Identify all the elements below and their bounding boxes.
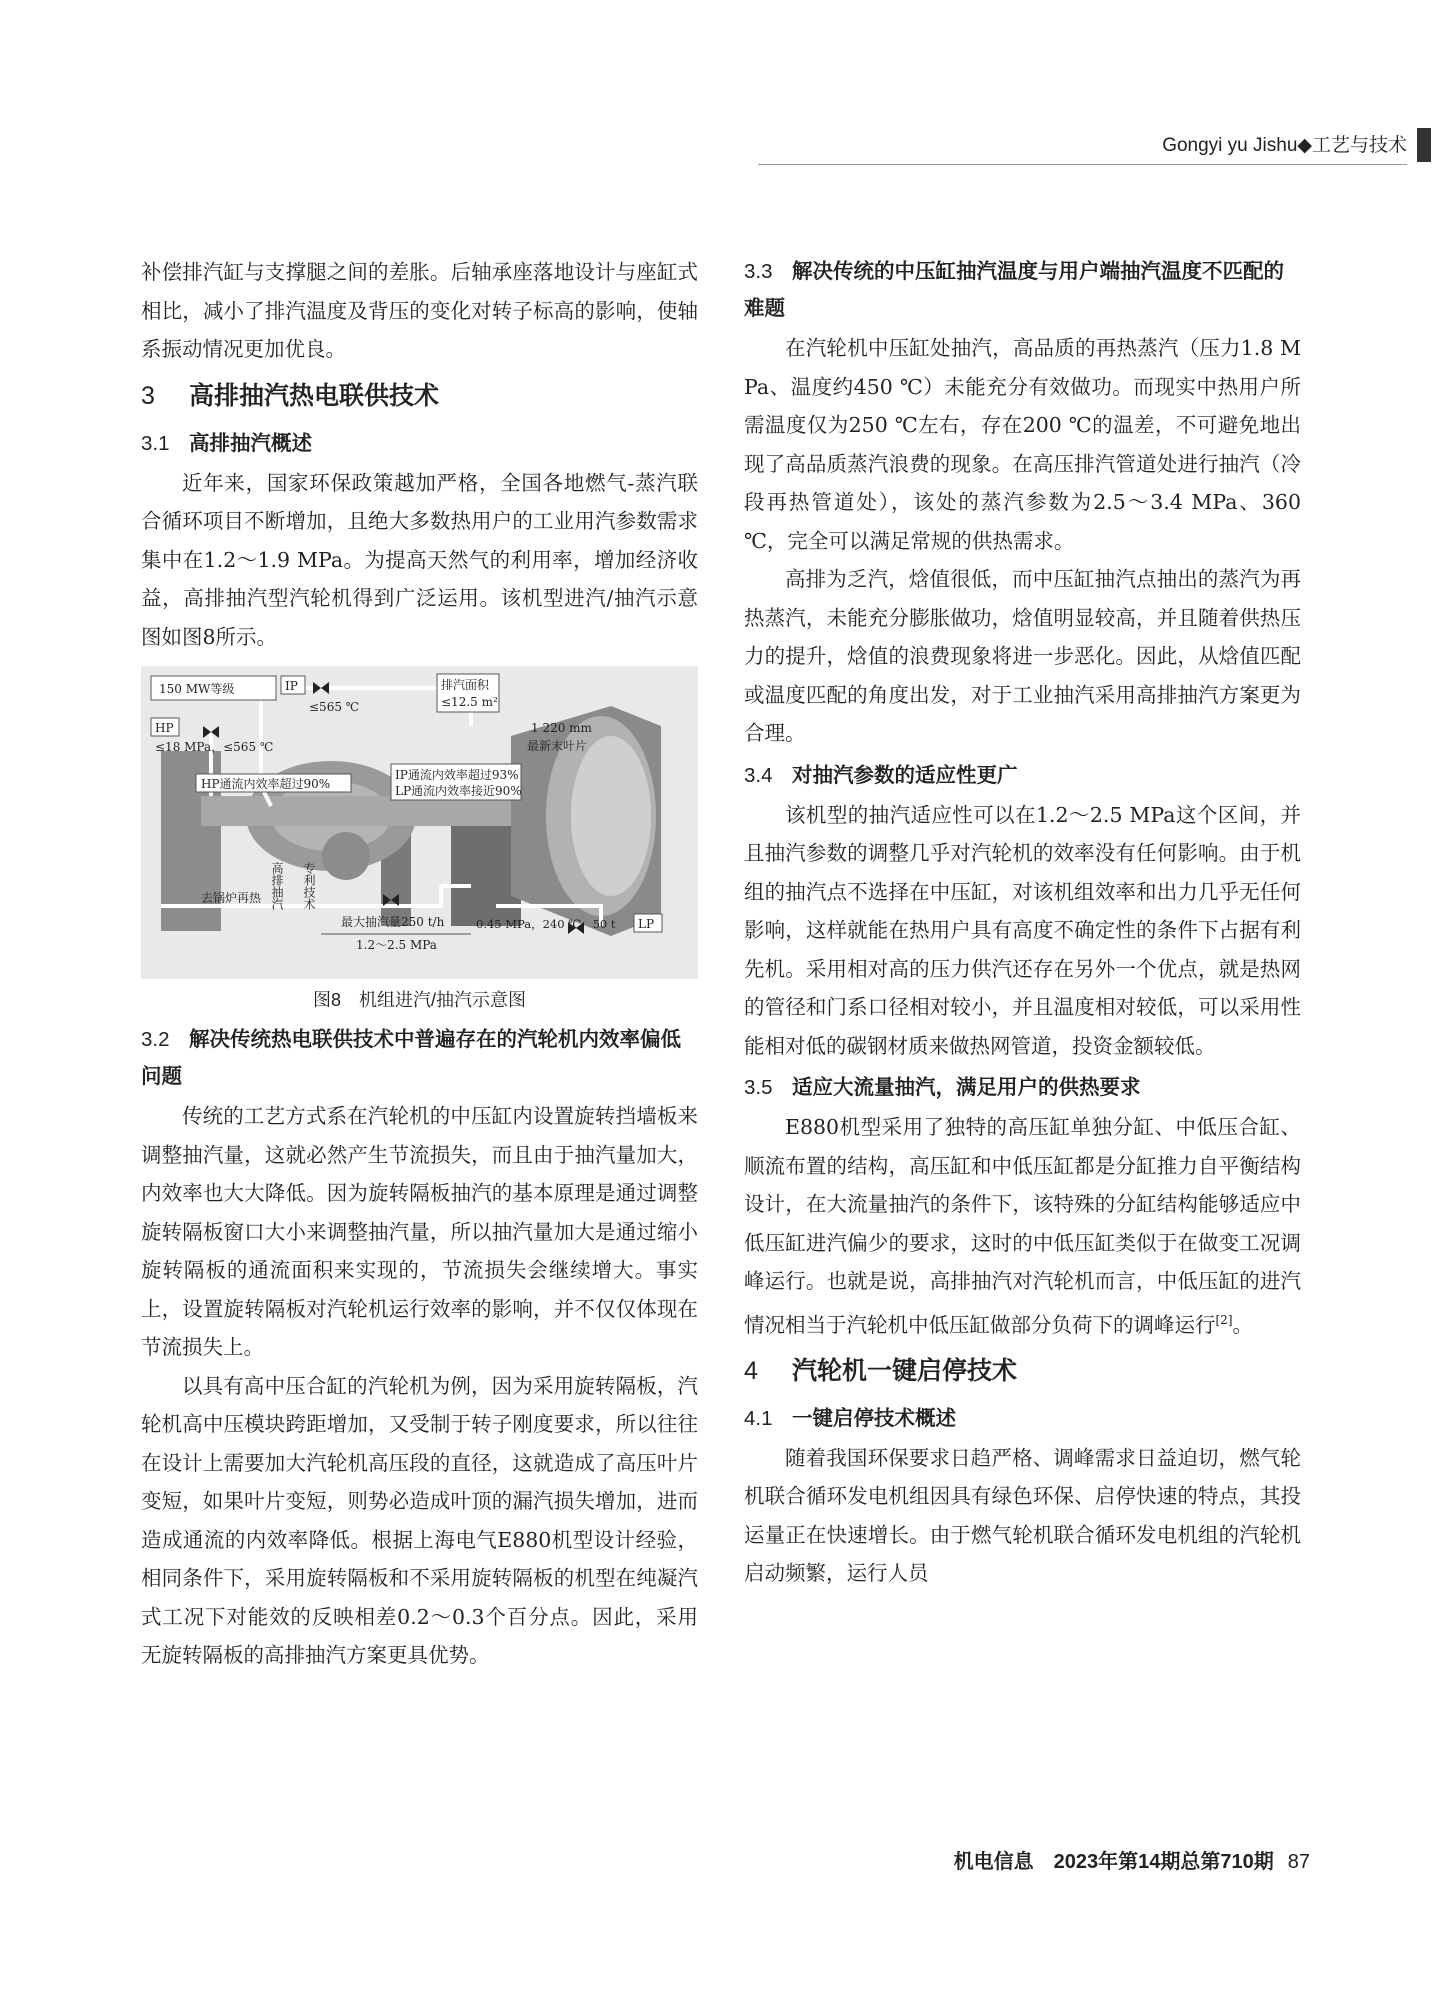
paragraph: 该机型的抽汽适应性可以在1.2～2.5 MPa这个区间，并且抽汽参数的调整几乎对汽轮机的效率没有任何影响。由于机组的抽汽点不选择在中压缸，对该机组效率和出力几乎无任何影响，这样就能在热用户具有高度不确定性的条件下占据有利先机。采用相对高的压力供汽还存在另外一个优点，就是热网的管径和门系口径相对较小，并且温度相对较低，可以采用性能相对低的碳钢材质来做热网管道，投资金额较低。 [744, 802, 1301, 1058]
subsection-heading-3-2 [141, 1021, 698, 1095]
diagram-label: 150 MW等级 [159, 682, 235, 696]
paragraph: 传统的工艺方式系在汽轮机的中压缸内设置旋转挡墙板来调整抽汽量，这就必然产生节流损失，而且由于抽汽量加大，内效率也大大降低。因为旋转隔板抽汽的基本原理是通过调整旋转隔板窗口大小来调整抽汽量，所以抽汽量加大是通过缩小旋转隔板的通流面积来实现的，节流损失会继续增大。事实上，设置旋转隔板对汽轮机运行效率的影响，并不仅仅体现在节流损失上。 [141, 1104, 698, 1359]
running-header [0, 128, 1451, 168]
diagram-label: HP通流内效率超过90% [201, 777, 331, 791]
footer-text [954, 1845, 1310, 1874]
section-number: 3 [141, 381, 155, 410]
diagram-label: IP [285, 679, 298, 693]
section-title: 高排抽汽热电联供技术 [189, 381, 440, 410]
subsection-heading-3-3 [744, 253, 1301, 327]
section-heading-4 [744, 1353, 1301, 1389]
diagram-label: 1 220 mm [531, 721, 592, 735]
figure-caption: 图8 机组进汽/抽汽示意图 [312, 990, 526, 1010]
diagram-label: LP通流内效率接近90% [395, 784, 522, 798]
paragraph: 补偿排汽缸与支撑腿之间的差胀。后轴承座落地设计与座缸式相比，减小了排汽温度及背压的变化对转子标高的影响，使轴系振动情况更加优良。 [141, 260, 698, 361]
diagram-label: ≤565 ℃ [309, 700, 360, 714]
subsection-title: 适应大流量抽汽，满足用户的供热要求 [792, 1076, 1141, 1099]
subsection-heading-3-1 [141, 425, 698, 462]
diagram-label: LP [638, 917, 655, 931]
paragraph-end: 。 [1232, 1312, 1253, 1337]
subsection-number: 3.5 [744, 1076, 773, 1099]
subsection-number: 3.2 [141, 1028, 170, 1051]
header-rule [758, 164, 1407, 165]
section-number: 4 [744, 1356, 758, 1385]
diagram-label: ≤12.5 m² [441, 695, 498, 709]
turbine-diagram [141, 666, 698, 979]
section-title: 汽轮机一键启停技术 [792, 1356, 1018, 1385]
diagram-label: HP [155, 721, 174, 735]
diagram-label: 高排抽汽 [270, 862, 284, 910]
diagram-label: 0.45 MPa，240 ℃，50 t [476, 917, 616, 931]
section-heading-3 [141, 378, 698, 414]
subsection-title: 高排抽汽概述 [189, 431, 312, 455]
subsection-title: 对抽汽参数的适应性更广 [792, 763, 1018, 787]
subsection-title: 一键启停技术概述 [792, 1406, 956, 1430]
journal-issue: 机电信息 2023年第14期总第710期 [953, 1851, 1274, 1873]
subsection-number: 3.3 [744, 260, 773, 283]
paragraph: 随着我国环保要求日趋严格、调峰需求日益迫切，燃气轮机联合循环发电机组因具有绿色环保、启停快速的特点，其投运量正在快速增长。由于燃气轮机联合循环发电机组的汽轮机启动频繁，运行人员 [744, 1445, 1301, 1586]
right-column [744, 253, 1301, 1593]
paragraph [744, 1108, 1301, 1344]
diagram-label: 最大抽汽量250 t/h [341, 915, 445, 929]
subsection-heading-3-5 [744, 1069, 1301, 1106]
header-bar [1417, 128, 1431, 162]
citation[interactable]: [2] [1215, 1312, 1233, 1327]
paragraph: 以具有高中压合缸的汽轮机为例，因为采用旋转隔板，汽轮机高中压模块跨距增加，又受制于转子刚度要求，所以往往在设计上需要加大汽轮机高压段的直径，这就造成了高压叶片变短，如果叶片变短，则势必造成叶顶的漏汽损失增加，进而造成通流的内效率降低。根据上海电气E880机型设计经验，相同条件下，采用旋转隔板和不采用旋转隔板的机型在纯凝汽式工况下对能效的反映相差0.2～0.3个百分点。因此，采用无旋转隔板的高排抽汽方案更具优势。 [141, 1373, 698, 1667]
subsection-title: 解决传统热电联供技术中普遍存在的汽轮机内效率偏低问题 [141, 1028, 681, 1088]
diagram-label: 专利技术 [302, 862, 316, 910]
subsection-number: 4.1 [744, 1406, 773, 1430]
subsection-number: 3.4 [744, 763, 773, 787]
paragraph-text: E880机型采用了独特的高压缸单独分缸、中低压合缸、顺流布置的结构，高压缸和中低压缸都是分缸推力自平衡结构设计，在大流量抽汽的条件下，该特殊的分缸结构能够适应中低压缸进汽偏少的要求，这时的中低压缸类似于在做变工况调峰运行。也就是说，高排抽汽对汽轮机而言，中低压缸的进汽情况相当于汽轮机中低压缸做部分负荷下的调峰运行 [744, 1115, 1301, 1337]
subsection-heading-4-1 [744, 1400, 1301, 1437]
subsection-title: 解决传统的中压缸抽汽温度与用户端抽汽温度不匹配的难题 [744, 260, 1284, 320]
diagram-label: 1.2～2.5 MPa [356, 938, 437, 952]
paragraph: 高排为乏汽，焓值很低，而中压缸抽汽点抽出的蒸汽为再热蒸汽，未能充分膨胀做功，焓值明显较高，并且随着供热压力的提升，焓值的浪费现象将进一步恶化。因此，从焓值匹配或温度匹配的角度出发，对于工业抽汽采用高排抽汽方案更为合理。 [744, 567, 1301, 745]
diagram-label: IP通流内效率超过93% [395, 768, 519, 782]
left-column [141, 253, 698, 1675]
page-number: 87 [1287, 1851, 1310, 1873]
diagram-label: 最新末叶片 [527, 739, 588, 753]
figure-8 [141, 666, 698, 979]
diagram-label: 去锅炉再热 [201, 891, 262, 905]
diagram-label: 排汽面积 [441, 678, 490, 692]
paragraph: 在汽轮机中压缸处抽汽，高品质的再热蒸汽（压力1.8 MPa、温度约450 ℃）未能充分有效做功。而现实中热用户所需温度仅为250 ℃左右，存在200 ℃的温差，不可避免地出现了高品质蒸汽浪费的现象。在高压排汽管道处进行抽汽（冷段再热管道处），该处的蒸汽参数为2.5～3.4 MPa、360 ℃，完全可以满足常规的供热需求。 [744, 336, 1301, 553]
diagram-label: ≤18 MPa，≤565 ℃ [155, 740, 274, 754]
running-title: Gongyi yu Jishu◆工艺与技术 [1162, 135, 1407, 156]
subsection-number: 3.1 [141, 431, 170, 455]
subsection-heading-3-4 [744, 757, 1301, 794]
paragraph: 近年来，国家环保政策越加严格，全国各地燃气-蒸汽联合循环项目不断增加，且绝大多数热用户的工业用汽参数需求集中在1.2～1.9 MPa。为提高天然气的利用率，增加经济收益，高排抽汽型汽轮机得到广泛运用。该机型进汽/抽汽示意图如图8所示。 [141, 470, 698, 649]
